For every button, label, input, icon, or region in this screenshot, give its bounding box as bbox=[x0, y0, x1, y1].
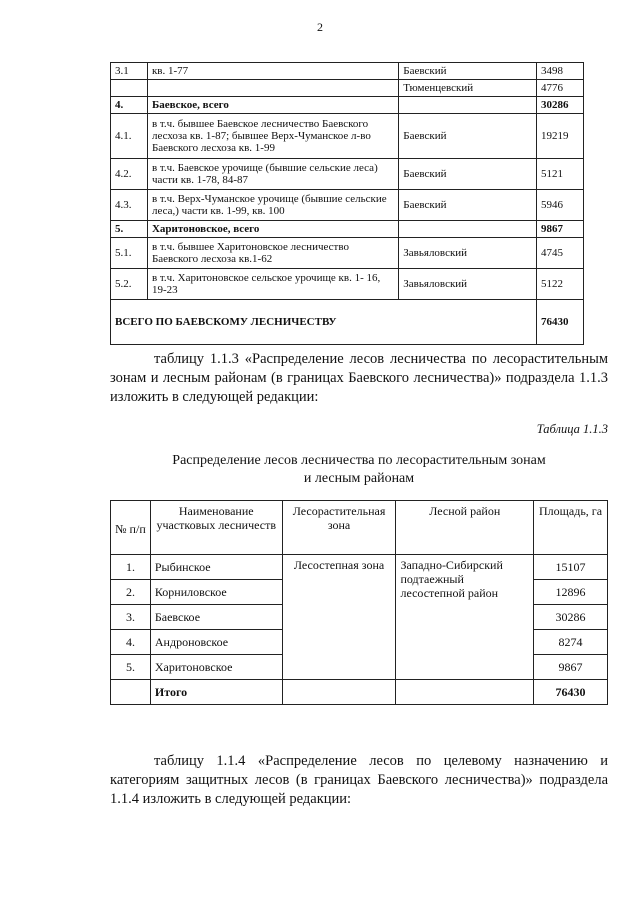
zone-cell: Лесостепная зона bbox=[282, 555, 396, 680]
table-title bbox=[110, 452, 608, 488]
table-row bbox=[111, 238, 584, 269]
table-title-line: и лесным районам bbox=[303, 471, 415, 486]
amendment-paragraph: таблицу 1.1.3 «Распределение лесов лесничества по лесорастительным зонам и лесным районам (в границах Баевского лесничества)» подраздела 1.1.3 изложить в следующей редакции: bbox=[110, 351, 608, 405]
header-num: № п/п bbox=[111, 501, 151, 555]
header-name: Наименование участковых лесничеств bbox=[150, 501, 282, 555]
row-description: кв. 1-77 bbox=[147, 63, 398, 80]
amendment-paragraph: таблицу 1.1.4 «Распределение лесов по целевому назначению и категориям защитных лесов (в границах Баевского лесничества)» подраздела 1.1.4 изложить в следующей редакции: bbox=[110, 753, 608, 807]
header-zone: Лесорастительная зона bbox=[282, 501, 396, 555]
header-district: Лесной район bbox=[396, 501, 534, 555]
row-number: 4.3. bbox=[111, 190, 148, 221]
row-number bbox=[111, 80, 148, 97]
row-area: 19219 bbox=[537, 114, 584, 159]
row-area: 4745 bbox=[537, 238, 584, 269]
row-district: Завьяловский bbox=[399, 269, 537, 300]
empty-cell bbox=[396, 680, 534, 705]
table-total-row bbox=[111, 300, 584, 345]
forestry-area-table bbox=[110, 62, 584, 345]
page-number: 2 bbox=[317, 20, 323, 34]
table-row bbox=[111, 555, 608, 580]
table-row bbox=[111, 80, 584, 97]
row-name: Харитоновское bbox=[150, 655, 282, 680]
total-value: 76430 bbox=[534, 680, 608, 705]
row-area: 30286 bbox=[534, 605, 608, 630]
row-district: Тюменцевский bbox=[399, 80, 537, 97]
table-row-subtotal bbox=[111, 221, 584, 238]
row-number: 5.1. bbox=[111, 238, 148, 269]
row-description bbox=[147, 80, 398, 97]
row-area: 12896 bbox=[534, 580, 608, 605]
row-number: 1. bbox=[111, 555, 151, 580]
row-number: 4.2. bbox=[111, 159, 148, 190]
row-description: в т.ч. Харитоновское сельское урочище кв. 1- 16, 19-23 bbox=[147, 269, 398, 300]
table-row bbox=[111, 269, 584, 300]
table-label: Таблица 1.1.3 bbox=[536, 422, 608, 436]
row-district: Баевский bbox=[399, 190, 537, 221]
table-row-subtotal bbox=[111, 97, 584, 114]
row-number: 5. bbox=[111, 221, 148, 238]
row-district: Завьяловский bbox=[399, 238, 537, 269]
row-area: 9867 bbox=[537, 221, 584, 238]
row-description: в т.ч. бывшее Баевское лесничество Баевского лесхоза кв. 1-87; бывшее Верх-Чуманское л-во Баевского лесхоза кв. 1-99 bbox=[147, 114, 398, 159]
district-cell: Западно-Сибирский подтаежный лесостепной район bbox=[396, 555, 534, 680]
row-name: Андроновское bbox=[150, 630, 282, 655]
row-name: Рыбинское bbox=[150, 555, 282, 580]
row-district: Баевский bbox=[399, 63, 537, 80]
row-district bbox=[399, 221, 537, 238]
total-value: 76430 bbox=[537, 300, 584, 345]
row-area: 3498 bbox=[537, 63, 584, 80]
row-district: Баевский bbox=[399, 114, 537, 159]
row-area: 5946 bbox=[537, 190, 584, 221]
row-description: Баевское, всего bbox=[147, 97, 398, 114]
table-total-row bbox=[111, 680, 608, 705]
table-header-row bbox=[111, 501, 608, 555]
header-area: Площадь, га bbox=[534, 501, 608, 555]
table-row bbox=[111, 114, 584, 159]
row-area: 5122 bbox=[537, 269, 584, 300]
row-area: 15107 bbox=[534, 555, 608, 580]
row-description: в т.ч. Баевское урочище (бывшие сельские леса) части кв. 1-78, 84-87 bbox=[147, 159, 398, 190]
row-district: Баевский bbox=[399, 159, 537, 190]
table-row bbox=[111, 190, 584, 221]
row-number: 3. bbox=[111, 605, 151, 630]
row-description: в т.ч. Верх-Чуманское урочище (бывшие сельские леса,) части кв. 1-99, кв. 100 bbox=[147, 190, 398, 221]
forest-zones-table bbox=[110, 500, 608, 705]
total-label: Итого bbox=[150, 680, 282, 705]
row-number: 5.2. bbox=[111, 269, 148, 300]
row-name: Баевское bbox=[150, 605, 282, 630]
row-area: 9867 bbox=[534, 655, 608, 680]
row-area: 5121 bbox=[537, 159, 584, 190]
row-name: Корниловское bbox=[150, 580, 282, 605]
row-number: 2. bbox=[111, 580, 151, 605]
row-number: 4. bbox=[111, 630, 151, 655]
row-description: Харитоновское, всего bbox=[147, 221, 398, 238]
empty-cell bbox=[282, 680, 396, 705]
row-area: 30286 bbox=[537, 97, 584, 114]
table-row bbox=[111, 63, 584, 80]
row-area: 4776 bbox=[537, 80, 584, 97]
row-number: 4. bbox=[111, 97, 148, 114]
row-area: 8274 bbox=[534, 630, 608, 655]
row-description: в т.ч. бывшее Харитоновское лесничество Баевского лесхоза кв.1-62 bbox=[147, 238, 398, 269]
row-district bbox=[399, 97, 537, 114]
row-number: 5. bbox=[111, 655, 151, 680]
row-number: 4.1. bbox=[111, 114, 148, 159]
total-label: ВСЕГО ПО БАЕВСКОМУ ЛЕСНИЧЕСТВУ bbox=[111, 300, 537, 345]
table-title-line: Распределение лесов лесничества по лесорастительным зонам bbox=[172, 453, 546, 468]
table-row bbox=[111, 159, 584, 190]
row-number: 3.1 bbox=[111, 63, 148, 80]
empty-cell bbox=[111, 680, 151, 705]
